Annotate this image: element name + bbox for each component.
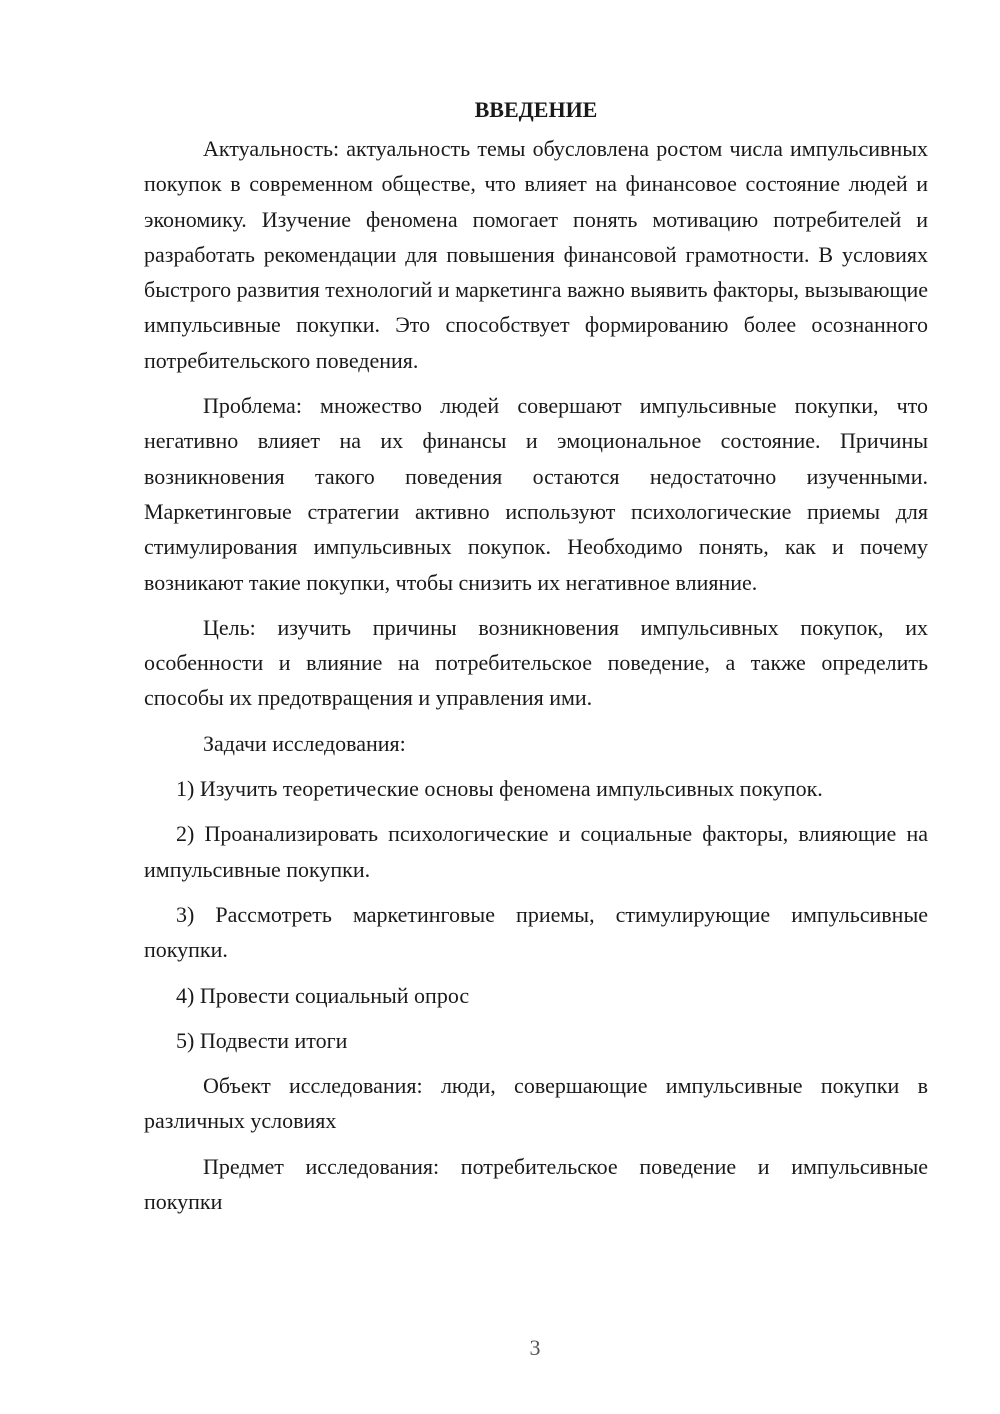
problem-paragraph: Проблема: множество людей совершают импульсивные покупки, что негативно влияет на их финансы и эмоциональное состояние. Причины возникновения такого поведения остаются недостаточно изученными. Маркетинговые стратегии активно используют психологические приемы для стимулирования импульсивных покупок. Необходимо понять, как и почему возникают такие покупки, чтобы снизить их негативное влияние.	[144, 393, 928, 595]
subject-paragraph: Предмет исследования: потребительское поведение и импульсивные покупки	[144, 1153, 928, 1215]
tasks-heading: Задачи исследования:	[203, 730, 406, 756]
page-number: 3	[529, 1335, 541, 1360]
task-item: 5) Подвести итоги	[176, 1027, 348, 1053]
task-item: 2) Проанализировать психологические и социальные факторы, влияющие на импульсивные покупки.	[144, 821, 928, 882]
object-paragraph: Объект исследования: люди, совершающие импульсивные покупки в различных условиях	[144, 1073, 928, 1134]
goal-paragraph: Цель: изучить причины возникновения импульсивных покупок, их особенности и влияние на потребительское поведение, а также определить способы их предотвращения и управления ими.	[144, 614, 928, 711]
document-page	[144, 92, 928, 1219]
task-item: 1) Изучить теоретические основы феномена импульсивных покупок.	[176, 776, 823, 802]
task-item: 4) Провести социальный опрос	[176, 982, 470, 1008]
relevance-paragraph: Актуальность: актуальность темы обусловлена ростом числа импульсивных покупок в современном обществе, что влияет на финансовое состояние людей и экономику. Изучение феномена помогает понять мотивацию потребителей и разработать рекомендации для повышения финансовой грамотности. В условиях быстрого развития технологий и маркетинга важно выявить факторы, вызывающие импульсивные покупки. Это способствует формированию более осознанного потребительского поведения.	[144, 136, 928, 373]
task-item: 3) Рассмотреть маркетинговые приемы, стимулирующие импульсивные покупки.	[144, 901, 928, 963]
section-heading: ВВЕДЕНИЕ	[474, 97, 598, 122]
